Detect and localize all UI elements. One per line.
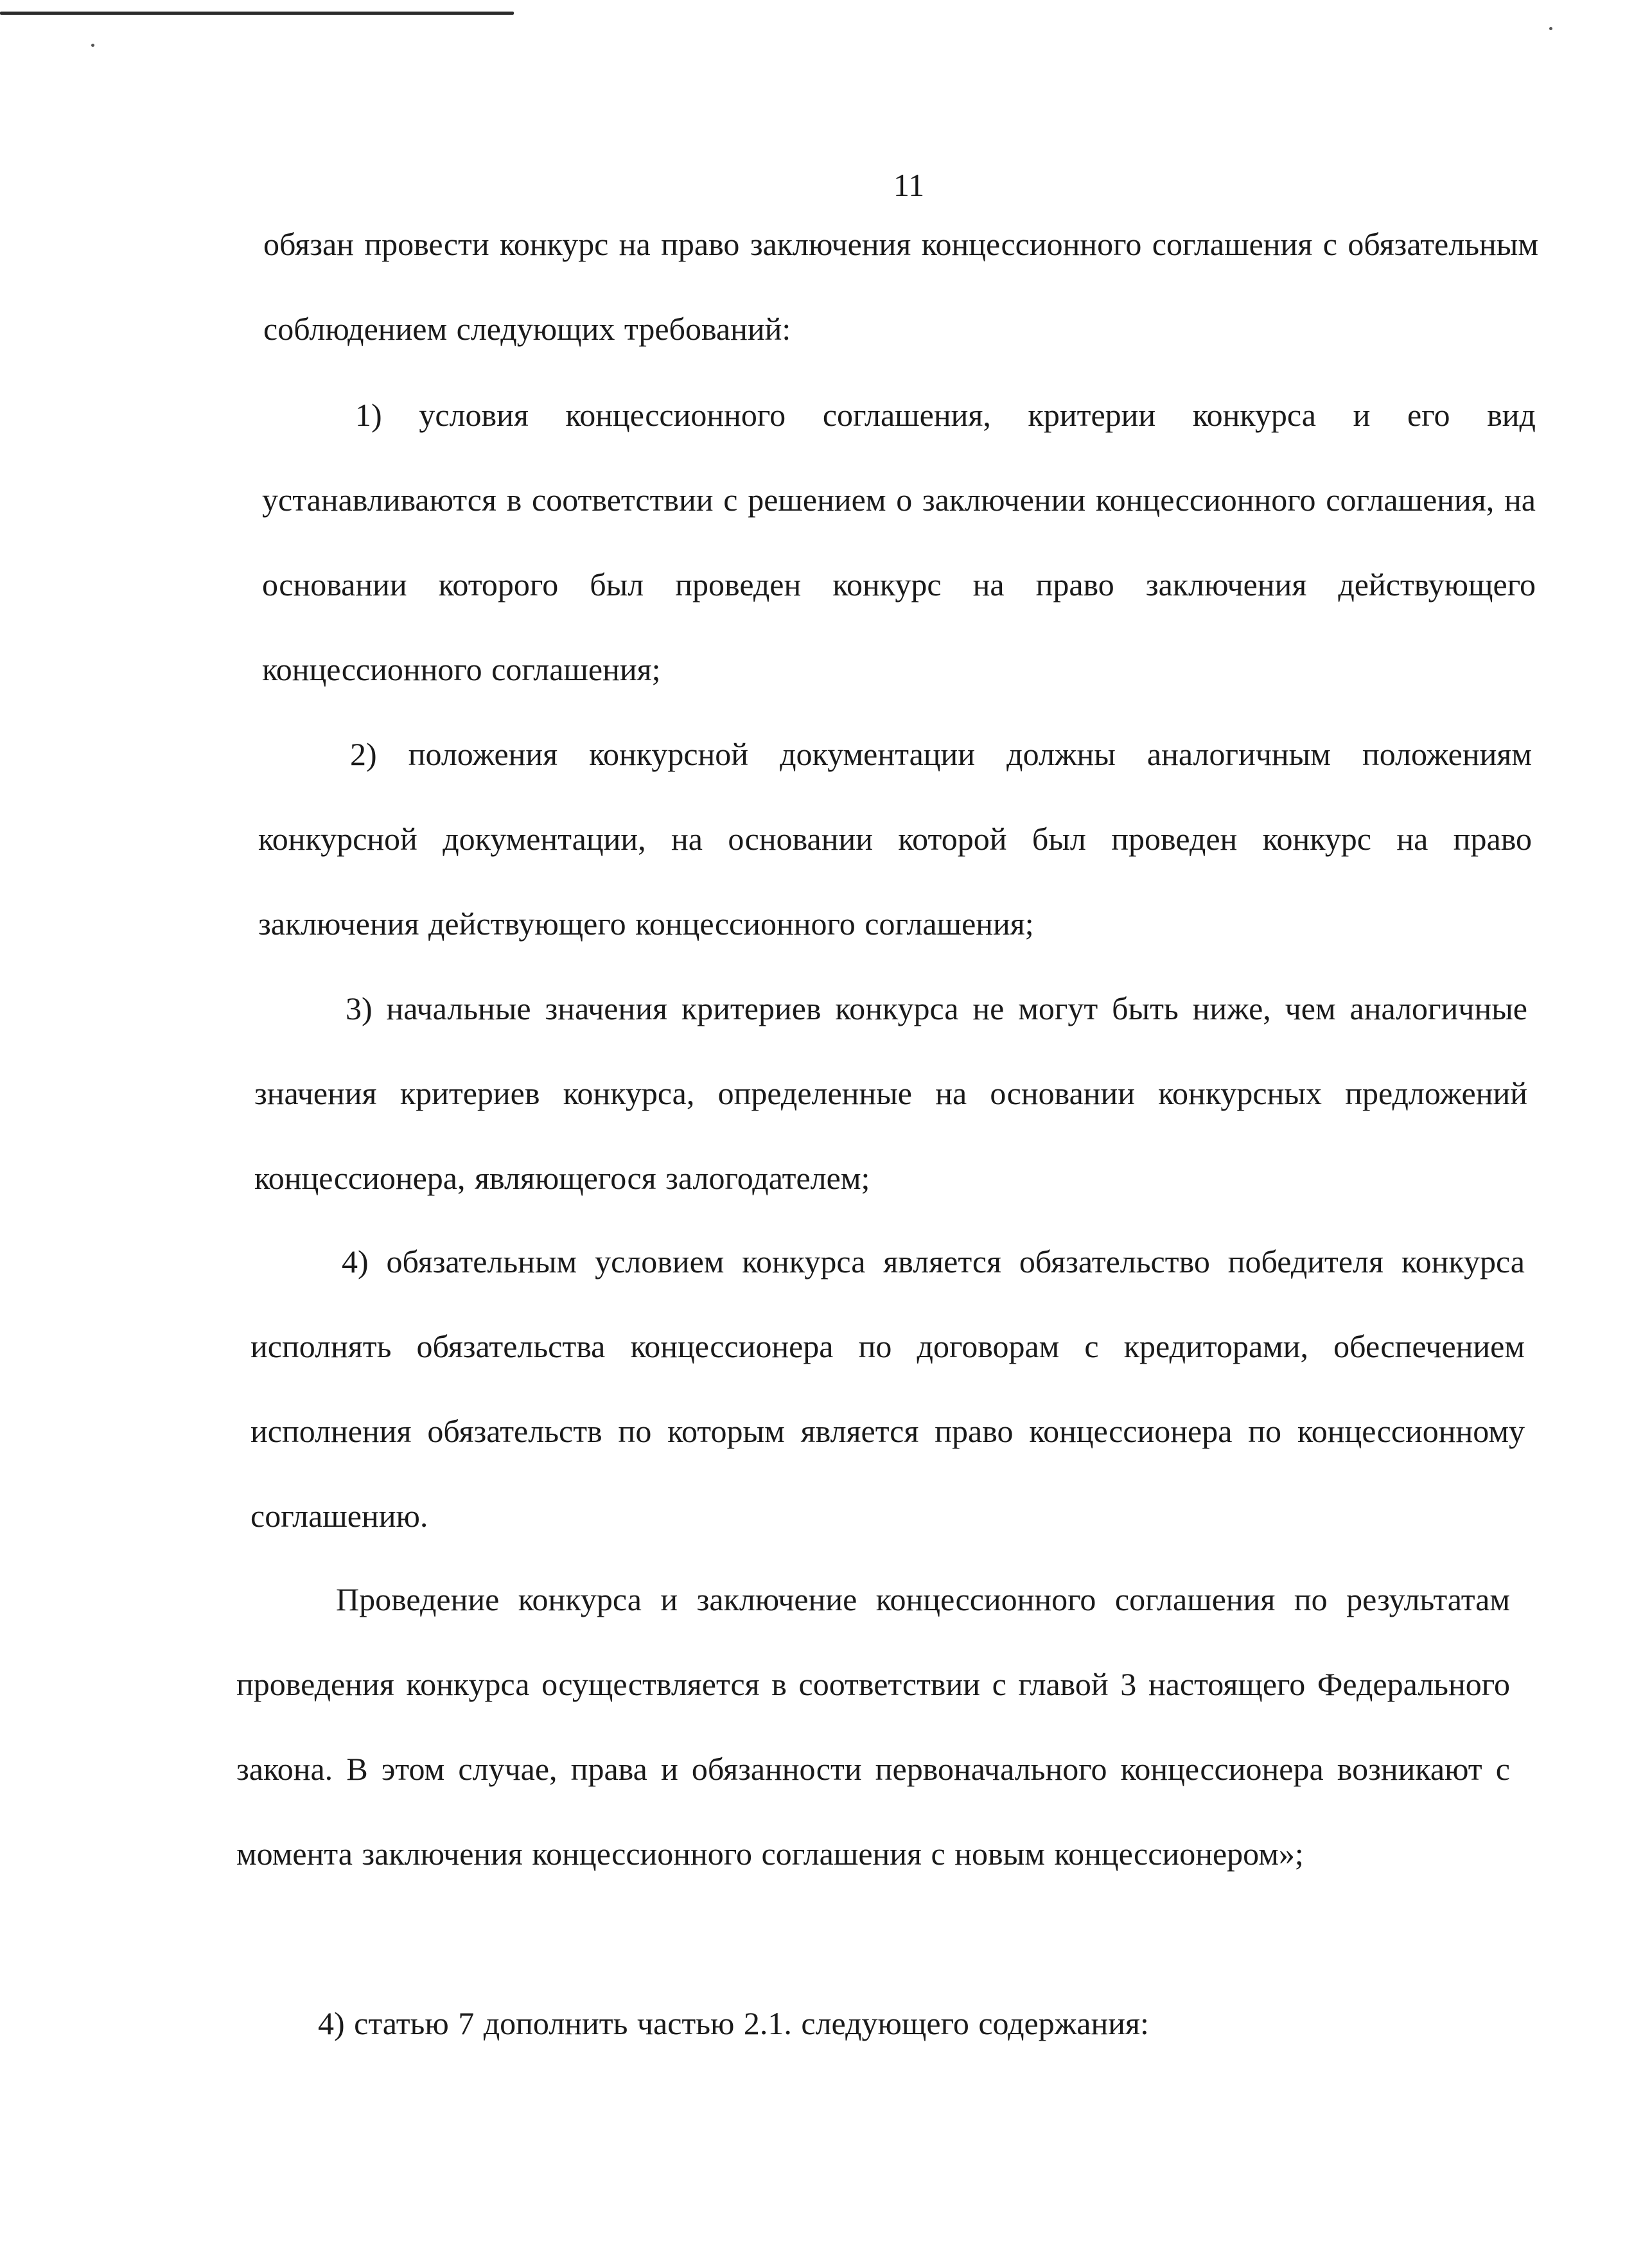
scan-edge-rule bbox=[0, 12, 514, 15]
body-paragraph: обязан провести конкурс на право заключения концессионного соглашения с обязательным соблюдением следующих требований: bbox=[263, 226, 1538, 347]
amendment-item-paragraph: 4) статью 7 дополнить частью 2.1. следующего содержания: bbox=[318, 2005, 1149, 2041]
list-item-paragraph: 2) положения конкурсной документации должны аналогичным положениям конкурсной документации, на основании которой был проведен конкурс на право заключения действующего концессионного соглашения; bbox=[258, 736, 1532, 942]
body-paragraph: Проведение конкурса и заключение концессионного соглашения по результатам проведения конкурса осуществляется в соответствии с главой 3 настоящего Федерального закона. В этом случае, права и обязанности первоначального концессионера возникают с момента заключения концессионного соглашения с новым концессионером»; bbox=[236, 1581, 1510, 1872]
list-item-paragraph: 4) обязательным условием конкурса является обязательство победителя конкурса исполнять обязательства концессионера по договорам с кредиторами, обеспечением исполнения обязательств по которым является право концессионера по концессионному соглашению. bbox=[250, 1244, 1525, 1534]
list-item-paragraph: 3) начальные значения критериев конкурса не могут быть ниже, чем аналогичные значения критериев конкурса, определенные на основании конкурсных предложений концессионера, являющегося залогодателем; bbox=[254, 990, 1527, 1196]
list-item-paragraph: 1) условия концессионного соглашения, критерии конкурса и его вид устанавливаются в соответствии с решением о заключении концессионного соглашения, на основании которого был проведен конкурс на право заключения действующего концессионного соглашения; bbox=[262, 397, 1536, 687]
scan-speck bbox=[1549, 27, 1552, 30]
page-number: 11 bbox=[893, 167, 925, 203]
scan-speck bbox=[91, 44, 94, 47]
